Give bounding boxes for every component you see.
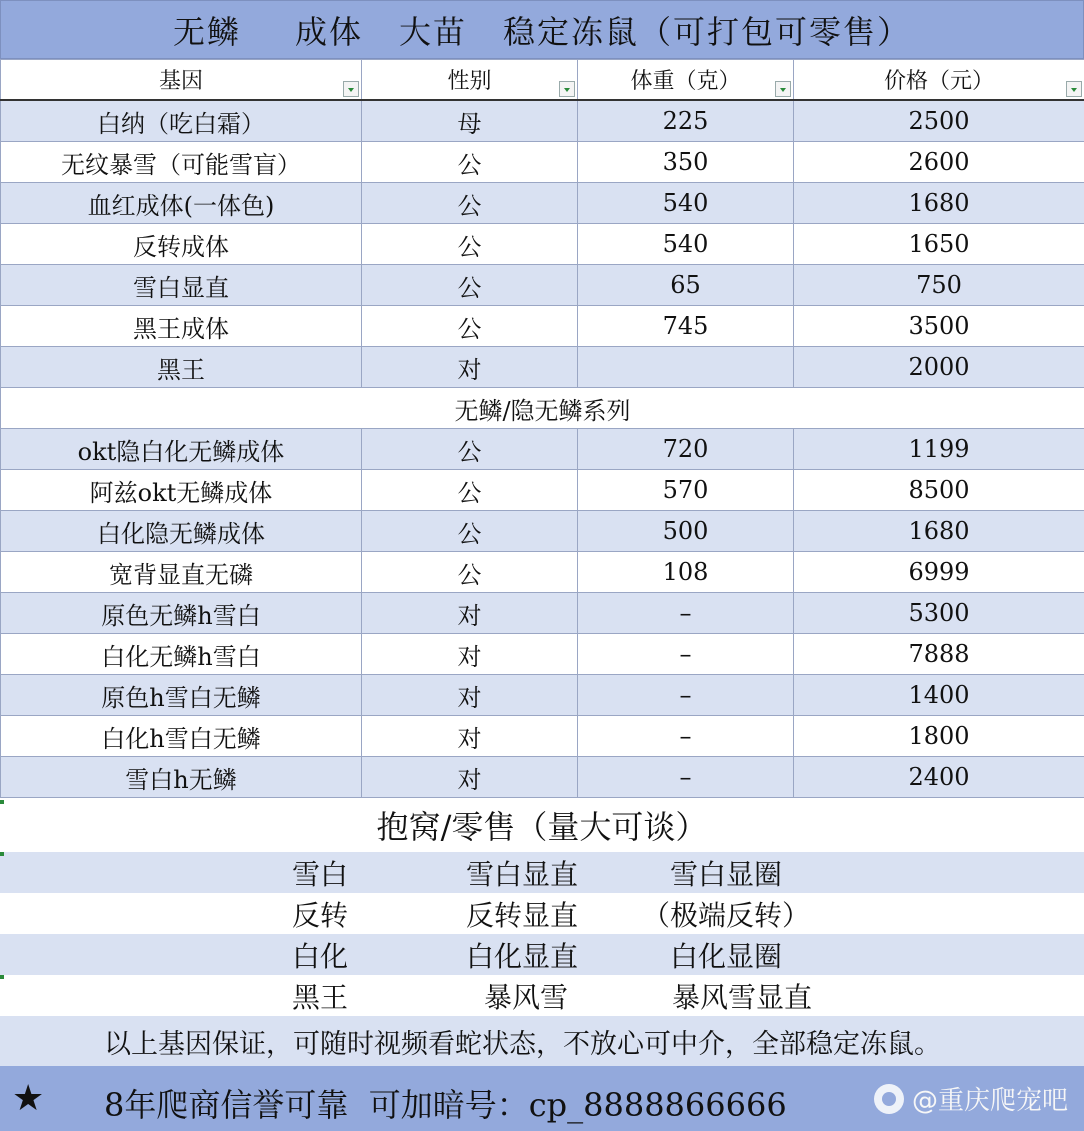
header-weight <box>578 60 794 101</box>
cell-marker-icon <box>0 852 4 856</box>
retail-item: 暴风雪显直 <box>672 980 813 1014</box>
weight-cell: 745 <box>578 306 794 347</box>
weight-cell: – <box>578 716 794 757</box>
price-cell: 8500 <box>794 470 1084 511</box>
retail-item: （极端反转） <box>642 898 811 932</box>
title-part-4: 稳定冻鼠（可打包可零售） <box>503 12 912 51</box>
price-cell: 6999 <box>794 552 1084 593</box>
gene-cell: 原色无鳞h雪白 <box>1 593 362 634</box>
retail-item: 暴风雪 <box>484 980 569 1014</box>
price-cell: 2500 <box>794 100 1084 142</box>
filter-dropdown-icon[interactable] <box>1066 81 1082 97</box>
sex-cell: 公 <box>362 306 578 347</box>
header-weight-label: 体重（克） <box>630 69 741 94</box>
price-cell: 2000 <box>794 347 1084 388</box>
weight-cell: 108 <box>578 552 794 593</box>
price-cell: 2600 <box>794 142 1084 183</box>
header-row <box>1 60 1084 101</box>
price-cell: 1199 <box>794 429 1084 470</box>
price-cell: 1400 <box>794 675 1084 716</box>
filter-dropdown-icon[interactable] <box>343 81 359 97</box>
weight-cell: 225 <box>578 100 794 142</box>
gene-cell: 黑王成体 <box>1 306 362 347</box>
title-part-3: 大苗 <box>399 12 468 51</box>
sex-cell: 对 <box>362 757 578 798</box>
gene-cell: 白化h雪白无鳞 <box>1 716 362 757</box>
gene-cell: 原色h雪白无鳞 <box>1 675 362 716</box>
price-cell: 5300 <box>794 593 1084 634</box>
sex-cell: 公 <box>362 183 578 224</box>
weight-cell: 500 <box>578 511 794 552</box>
sex-cell: 公 <box>362 224 578 265</box>
table-row <box>1 100 1084 142</box>
watermark-text: @重庆爬宠吧 <box>911 1086 1068 1116</box>
footer-text: 8年爬商信誉可靠 可加暗号：cp_8888866666 <box>104 1086 787 1124</box>
price-cell: 3500 <box>794 306 1084 347</box>
table-row <box>1 224 1084 265</box>
weight-cell: 350 <box>578 142 794 183</box>
watermark <box>874 1080 1068 1117</box>
gene-cell: okt隐白化无鳞成体 <box>1 429 362 470</box>
header-gene <box>1 60 362 101</box>
table-row <box>1 142 1084 183</box>
gene-cell: 阿兹okt无鳞成体 <box>1 470 362 511</box>
star-icon: ★ <box>12 1078 45 1119</box>
price-cell: 1650 <box>794 224 1084 265</box>
retail-item: 黑王 <box>292 980 349 1014</box>
weight-cell: – <box>578 634 794 675</box>
gene-cell: 雪白显直 <box>1 265 362 306</box>
header-price-label: 价格（元） <box>883 69 994 94</box>
price-cell: 2400 <box>794 757 1084 798</box>
weibo-logo-icon <box>874 1084 904 1114</box>
sex-cell: 对 <box>362 675 578 716</box>
table-row <box>1 716 1084 757</box>
gene-cell: 黑王 <box>1 347 362 388</box>
price-cell: 1680 <box>794 511 1084 552</box>
gene-cell: 反转成体 <box>1 224 362 265</box>
gene-cell: 白纳（吃白霜） <box>1 100 362 142</box>
retail-item: 雪白显圈 <box>670 857 783 891</box>
retail-item: 白化 <box>292 939 349 973</box>
sex-cell: 对 <box>362 634 578 675</box>
gene-cell: 雪白h无鳞 <box>1 757 362 798</box>
weight-cell <box>578 347 794 388</box>
table-row <box>1 511 1084 552</box>
cell-marker-icon <box>0 975 4 979</box>
weight-cell: 65 <box>578 265 794 306</box>
table-row <box>1 634 1084 675</box>
retail-row <box>0 934 1084 975</box>
table-row <box>1 183 1084 224</box>
table-row <box>1 306 1084 347</box>
sex-cell: 对 <box>362 347 578 388</box>
sex-cell: 对 <box>362 593 578 634</box>
title-part-1: 无鳞 <box>172 12 241 51</box>
table-row <box>1 552 1084 593</box>
table-row <box>1 265 1084 306</box>
table-row <box>1 470 1084 511</box>
section-row <box>1 388 1084 429</box>
sex-cell: 公 <box>362 429 578 470</box>
retail-row <box>0 975 1084 1016</box>
guarantee-note <box>0 1016 1084 1066</box>
header-price <box>794 60 1084 101</box>
title-part-2: 成体 <box>294 12 363 51</box>
table-row <box>1 429 1084 470</box>
filter-dropdown-icon[interactable] <box>559 81 575 97</box>
gene-cell: 白化隐无鳞成体 <box>1 511 362 552</box>
gene-cell: 血红成体(一体色) <box>1 183 362 224</box>
price-cell: 1800 <box>794 716 1084 757</box>
retail-item: 反转显直 <box>466 898 579 932</box>
price-cell: 750 <box>794 265 1084 306</box>
sex-cell: 公 <box>362 265 578 306</box>
header-gene-label: 基因 <box>158 69 203 94</box>
footer-band <box>0 1066 1084 1131</box>
weight-cell: – <box>578 757 794 798</box>
section-title: 无鳞/隐无鳞系列 <box>1 388 1084 429</box>
retail-item: 反转 <box>292 898 349 932</box>
sex-cell: 公 <box>362 552 578 593</box>
gene-cell: 无纹暴雪（可能雪盲） <box>1 142 362 183</box>
price-cell: 7888 <box>794 634 1084 675</box>
retail-row <box>0 893 1084 934</box>
table-row <box>1 347 1084 388</box>
retail-item: 雪白 <box>292 857 349 891</box>
sheet-title <box>0 0 1084 59</box>
weight-cell: 540 <box>578 224 794 265</box>
gene-cell: 宽背显直无磷 <box>1 552 362 593</box>
retail-item: 白化显圈 <box>670 939 783 973</box>
retail-item: 白化显直 <box>466 939 579 973</box>
sex-cell: 公 <box>362 470 578 511</box>
retail-item: 雪白显直 <box>466 857 579 891</box>
price-cell: 1680 <box>794 183 1084 224</box>
sex-cell: 公 <box>362 511 578 552</box>
gene-cell: 白化无鳞h雪白 <box>1 634 362 675</box>
weight-cell: 540 <box>578 183 794 224</box>
weight-cell: – <box>578 675 794 716</box>
filter-dropdown-icon[interactable] <box>775 81 791 97</box>
header-sex <box>362 60 578 101</box>
table-row <box>1 675 1084 716</box>
header-sex-label: 性别 <box>447 69 492 94</box>
weight-cell: 720 <box>578 429 794 470</box>
weight-cell: 570 <box>578 470 794 511</box>
sex-cell: 对 <box>362 716 578 757</box>
sex-cell: 公 <box>362 142 578 183</box>
guarantee-note-text: 以上基因保证，可随时视频看蛇状态，不放心可中介，全部稳定冻鼠。 <box>104 1028 941 1060</box>
price-table <box>0 59 1084 798</box>
retail-title: 抱窝/零售（量大可谈） <box>0 800 1084 850</box>
retail-row <box>0 852 1084 893</box>
table-row <box>1 593 1084 634</box>
table-row <box>1 757 1084 798</box>
cell-marker-icon <box>0 800 4 804</box>
weight-cell: – <box>578 593 794 634</box>
sex-cell: 母 <box>362 100 578 142</box>
